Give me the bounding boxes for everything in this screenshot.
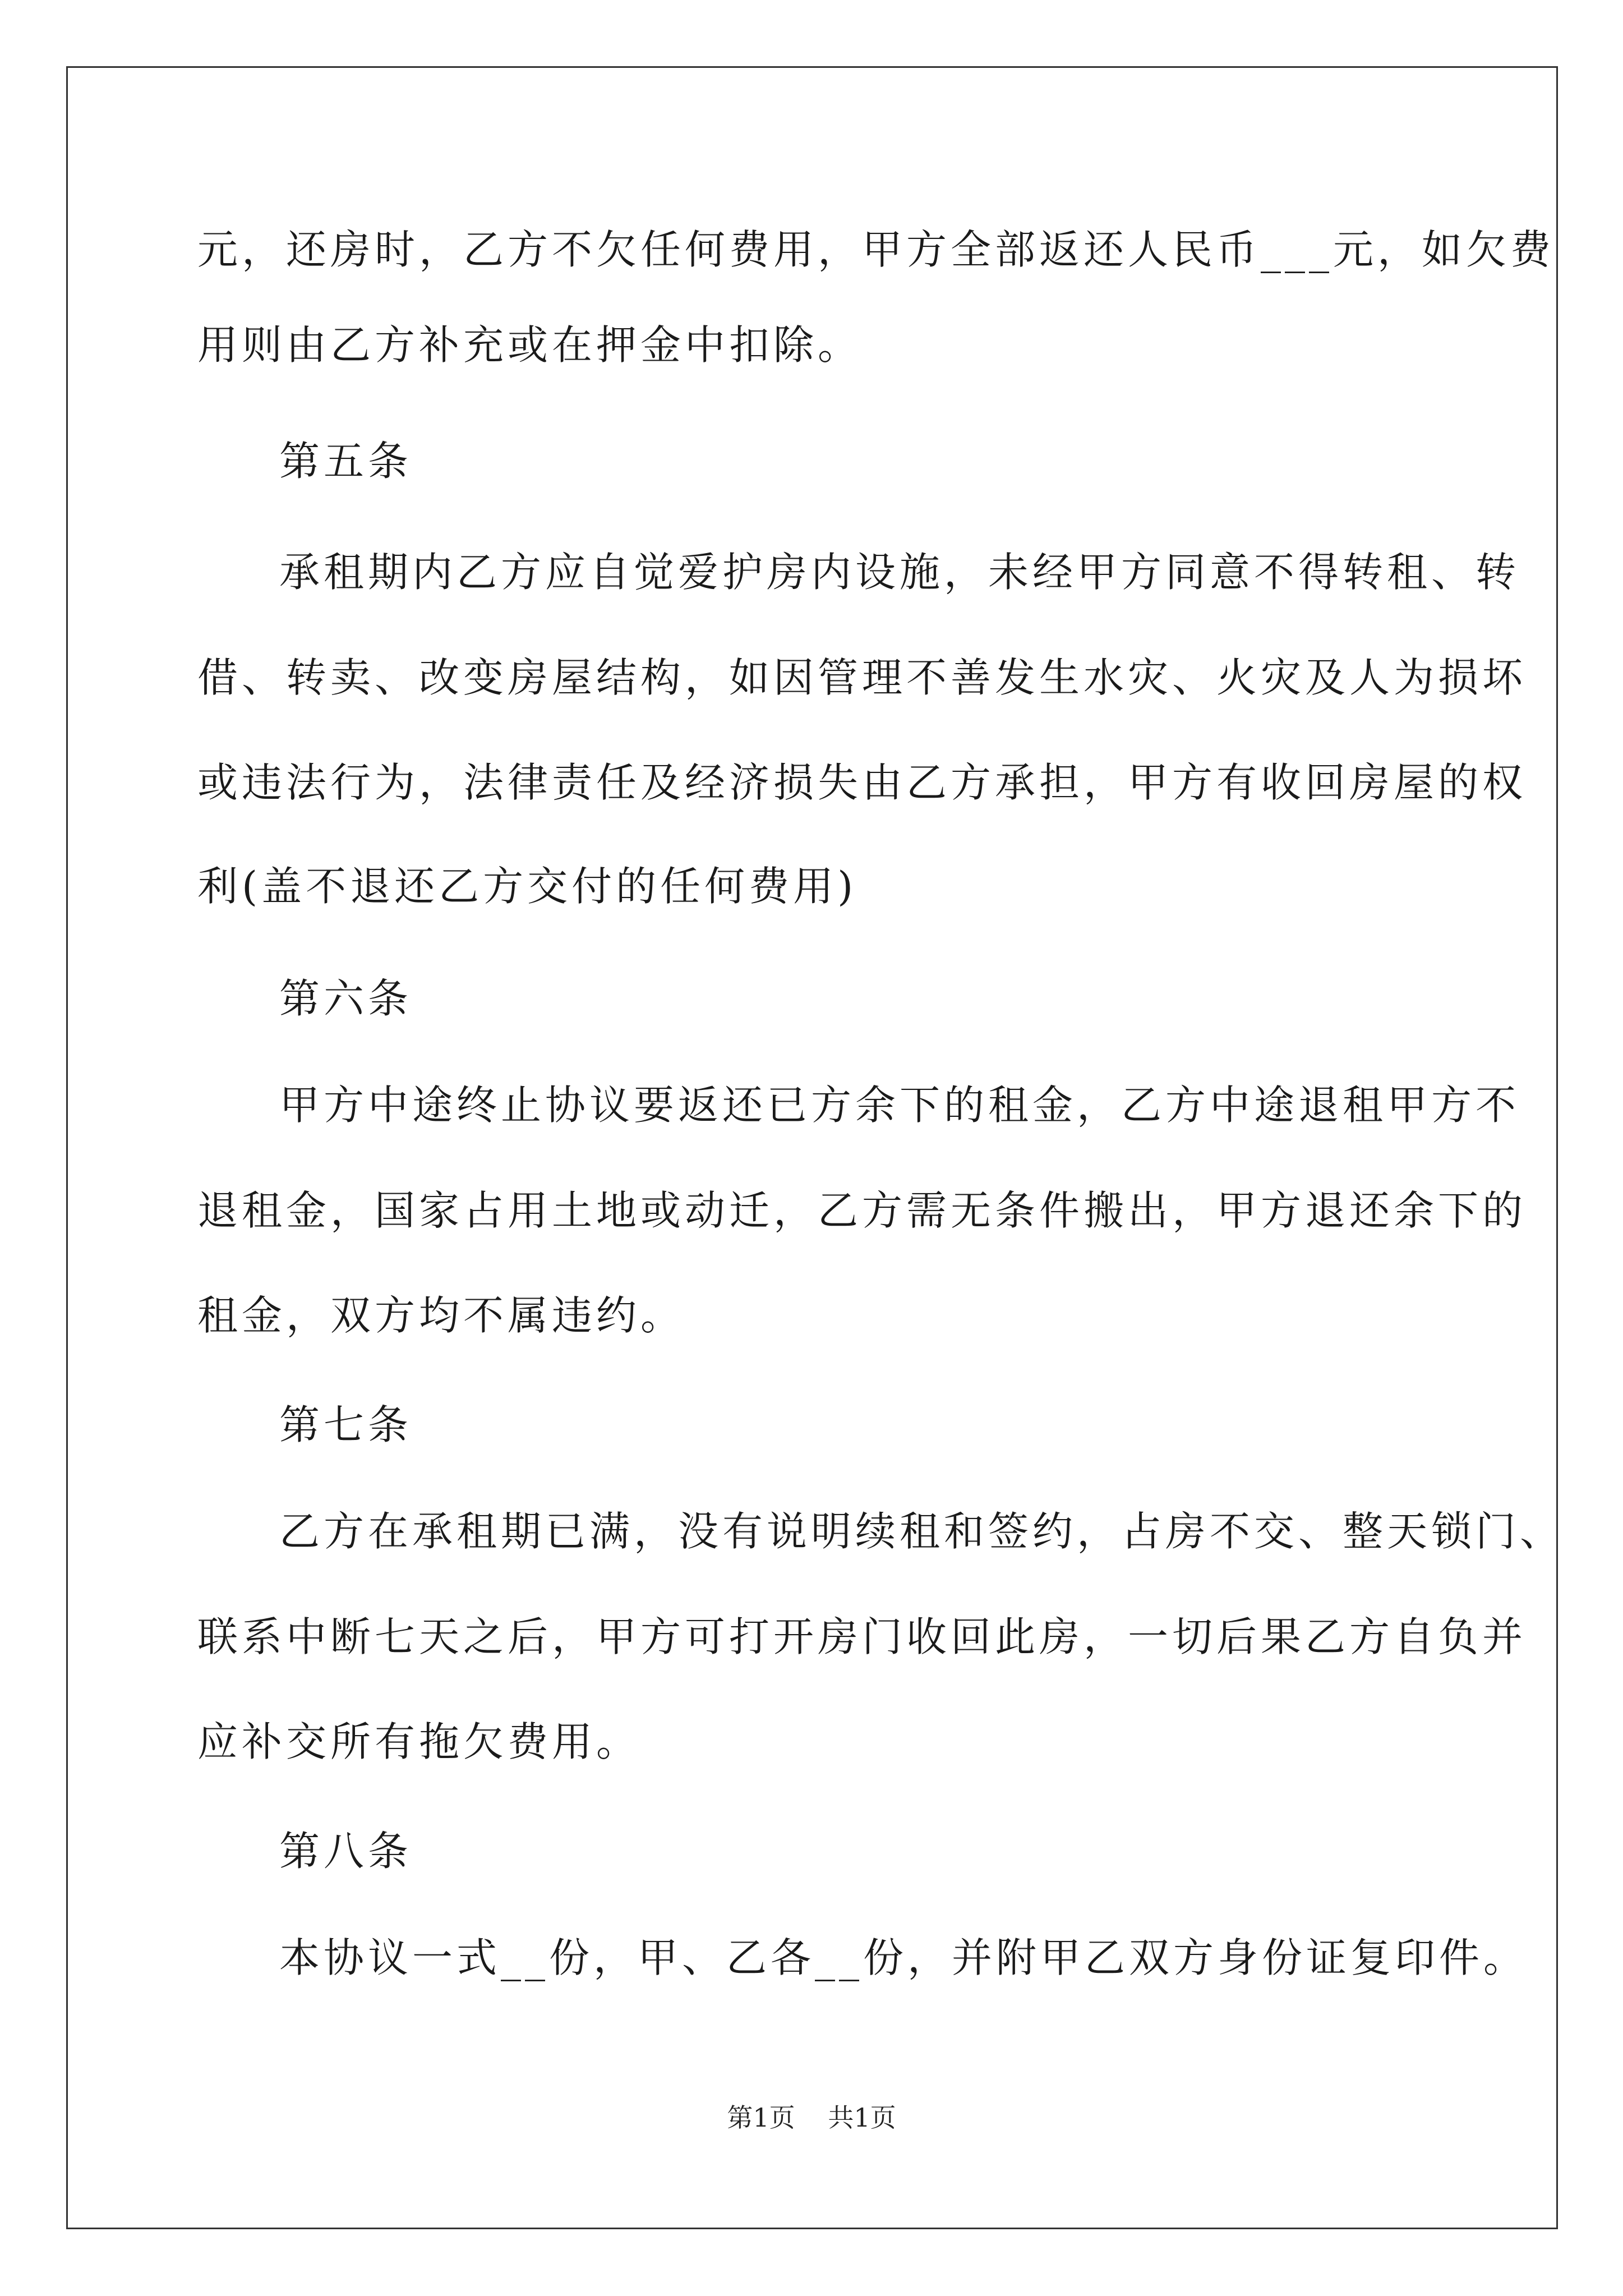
text-line: 乙方在承租期已满，没有说明续租和签约，占房不交、整天锁门、 bbox=[279, 1508, 1565, 1555]
text-line: 用则由乙方补充或在押金中扣除。 bbox=[197, 321, 863, 369]
text-line: 联系中断七天之后，甲方可打开房门收回此房，一切后果乙方自负并 bbox=[197, 1613, 1527, 1660]
section-heading: 第六条 bbox=[279, 975, 413, 1022]
text-line: 甲方中途终止协议要返还已方余下的租金，乙方中途退租甲方不 bbox=[279, 1082, 1520, 1129]
text-line: 承租期内乙方应自觉爱护房内设施，未经甲方同意不得转租、转 bbox=[279, 549, 1520, 596]
text-line: 退租金，国家占用土地或动迁，乙方需无条件搬出，甲方退还余下的 bbox=[197, 1187, 1527, 1234]
text-line: 本协议一式__份，甲、乙各__份，并附甲乙双方身份证复印件。 bbox=[279, 1934, 1528, 1981]
text-line: 或违法行为，法律责任及经济损失由乙方承担，甲方有收回房屋的权 bbox=[197, 759, 1527, 806]
section-heading: 第五条 bbox=[279, 438, 413, 485]
section-heading: 第七条 bbox=[279, 1401, 413, 1448]
text-line: 元，还房时，乙方不欠任何费用，甲方全部返还人民币___元，如欠费 bbox=[197, 226, 1555, 273]
text-line: 借、转卖、改变房屋结构，如因管理不善发生水灾、火灾及人为损坏 bbox=[197, 654, 1527, 701]
text-line: 租金，双方均不属违约。 bbox=[197, 1292, 685, 1339]
page-border bbox=[66, 66, 1558, 2229]
page-total: 共1页 bbox=[828, 2102, 896, 2133]
text-line: 应补交所有拖欠费用。 bbox=[197, 1718, 641, 1765]
page-number: 第1页 bbox=[727, 2102, 795, 2133]
page-footer bbox=[0, 2101, 1623, 2134]
text-line: 利(盖不退还乙方交付的任何费用) bbox=[197, 863, 857, 910]
section-heading: 第八条 bbox=[279, 1828, 413, 1875]
